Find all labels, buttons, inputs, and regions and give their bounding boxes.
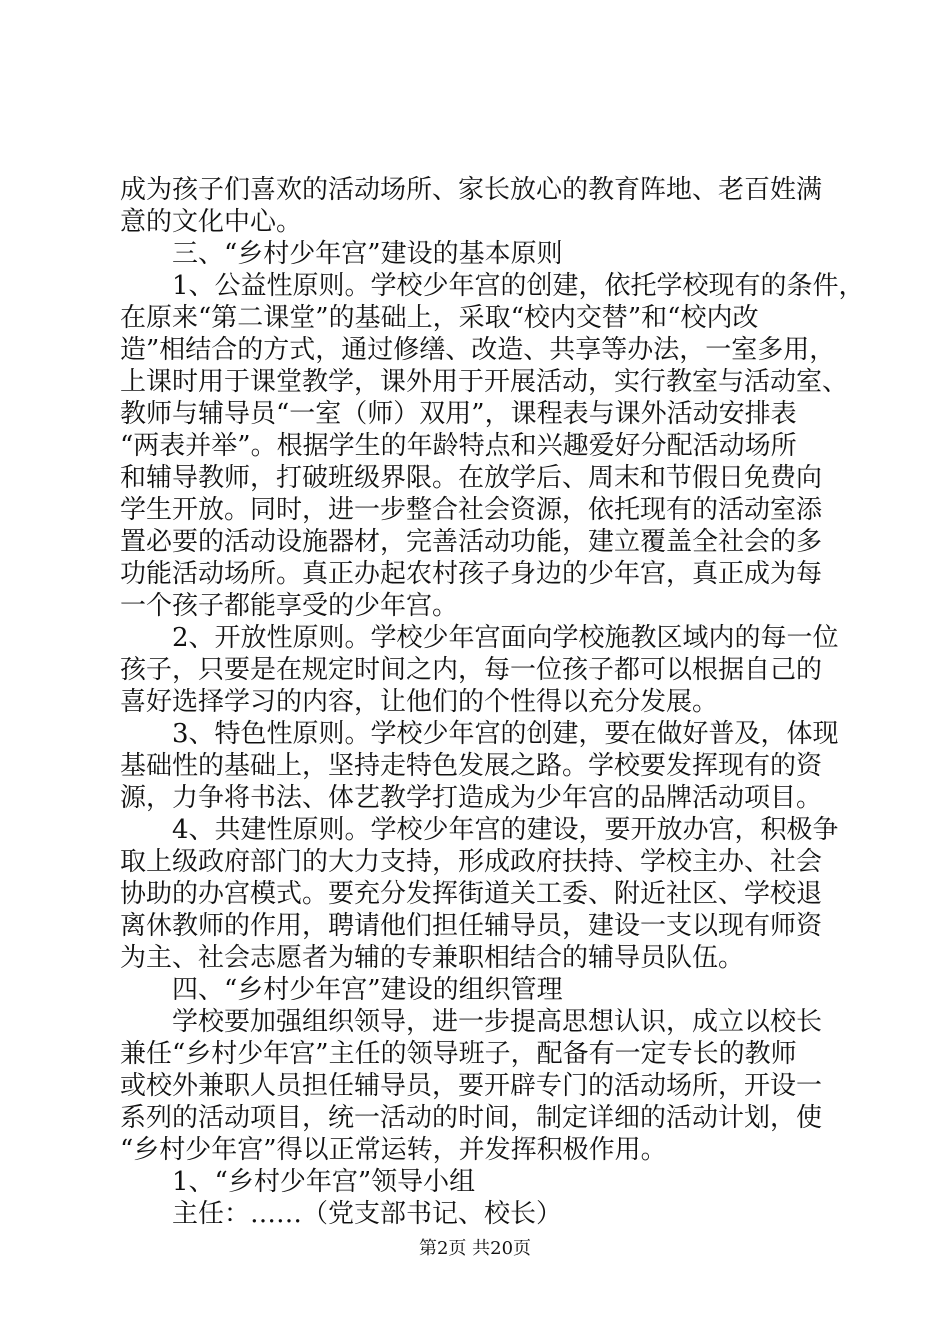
body-line: 孩子，只要是在规定时间之内，每一位孩子都可以根据自己的 — [120, 655, 823, 685]
body-line: 成为孩子们喜欢的活动场所、家长放心的教育阵地、老百姓满 — [120, 175, 823, 205]
body-line: 主任：……（党支部书记、校长） — [172, 1199, 563, 1229]
page-number-footer: 第2页 共20页 — [418, 1238, 532, 1259]
body-line: 兼任“乡村少年宫”主任的领导班子，配备有一定专长的教师 — [120, 1039, 797, 1069]
body-line: 学校要加强组织领导，进一步提高思想认识，成立以校长 — [172, 1007, 823, 1037]
body-line: 一个孩子都能享受的少年宫。 — [120, 591, 459, 621]
body-line: 功能活动场所。真正办起农村孩子身边的少年宫，真正成为每 — [120, 559, 823, 589]
body-line: 上课时用于课堂教学，课外用于开展活动，实行教室与活动室、 — [120, 367, 849, 397]
body-line: 3、特色性原则。学校少年宫的创建，要在做好普及，体现 — [172, 719, 839, 749]
body-line: 1、公益性原则。学校少年宫的创建，依托学校现有的条件， — [172, 271, 865, 301]
body-line: 置必要的活动设施器材，完善活动功能，建立覆盖全社会的多 — [120, 527, 823, 557]
body-line: 源，力争将书法、体艺教学打造成为少年宫的品牌活动项目。 — [120, 783, 823, 813]
section-heading: 三、“乡村少年宫”建设的基本原则 — [172, 239, 563, 269]
body-line: “两表并举”。根据学生的年龄特点和兴趣爱好分配活动场所 — [120, 431, 797, 461]
body-line: 或校外兼职人员担任辅导员，要开辟专门的活动场所，开设一 — [120, 1071, 823, 1101]
body-line: 离休教师的作用，聘请他们担任辅导员，建设一支以现有师资 — [120, 911, 823, 941]
body-line: 学生开放。同时，进一步整合社会资源，依托现有的活动室添 — [120, 495, 823, 525]
section-heading: 四、“乡村少年宫”建设的组织管理 — [172, 975, 563, 1005]
body-line: 系列的活动项目，统一活动的时间，制定详细的活动计划，使 — [120, 1103, 823, 1133]
body-line: 在原来“第二课堂”的基础上，采取“校内交替”和“校内改 — [120, 303, 759, 333]
body-line: 取上级政府部门的大力支持，形成政府扶持、学校主办、社会 — [120, 847, 823, 877]
body-line: 教师与辅导员“一室（师）双用”，课程表与课外活动安排表 — [120, 399, 797, 429]
body-line: 为主、社会志愿者为辅的专兼职相结合的辅导员队伍。 — [120, 943, 745, 973]
body-line: 意的文化中心。 — [120, 207, 303, 237]
subsection-heading: 1、“乡村少年宫”领导小组 — [172, 1167, 476, 1197]
body-line: 2、开放性原则。学校少年宫面向学校施教区域内的每一位 — [172, 623, 839, 653]
body-line: 喜好选择学习的内容，让他们的个性得以充分发展。 — [120, 687, 719, 717]
body-line: 基础性的基础上，坚持走特色发展之路。学校要发挥现有的资 — [120, 751, 823, 781]
body-line: 和辅导教师，打破班级界限。在放学后、周末和节假日免费向 — [120, 463, 823, 493]
body-line: “乡村少年宫”得以正常运转，并发挥积极作用。 — [120, 1135, 667, 1165]
body-line: 4、共建性原则。学校少年宫的建设，要开放办宫，积极争 — [172, 815, 839, 845]
body-line: 协助的办宫模式。要充分发挥街道关工委、附近社区、学校退 — [120, 879, 823, 909]
body-line: 造”相结合的方式，通过修缮、改造、共享等办法，一室多用， — [120, 335, 836, 365]
